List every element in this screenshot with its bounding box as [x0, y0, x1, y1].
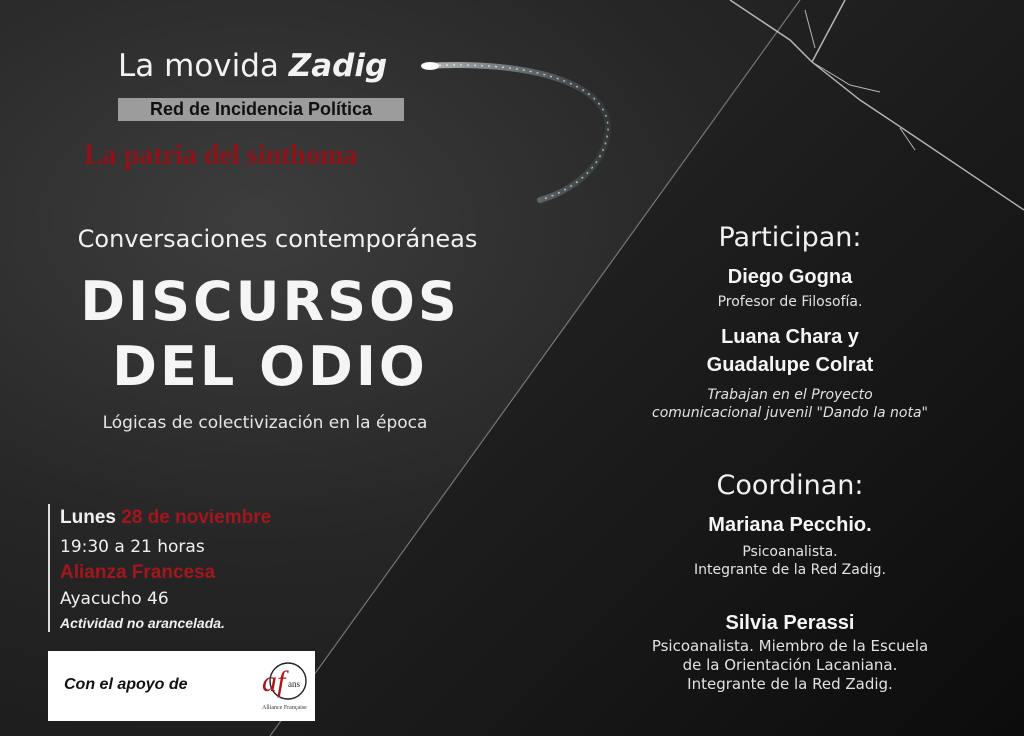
event-hours: 19:30 a 21 horas	[60, 537, 205, 557]
series-title: Conversaciones contemporáneas	[77, 225, 478, 253]
sponsor-label: Con el apoyo de	[64, 676, 188, 693]
svg-text:ans: ans	[288, 679, 300, 689]
brand-title-prefix: La movida	[118, 48, 279, 84]
coordinator-role-line: Integrante de la Red Zadig.	[687, 675, 893, 693]
coordinator-name: Silvia Perassi	[725, 612, 855, 634]
participant-role-line: Trabajan en el Proyecto	[707, 387, 873, 403]
event-subtitle: Lógicas de colectivización en la época	[102, 413, 428, 433]
event-date	[60, 507, 271, 529]
event-date-value: 28 de noviembre	[121, 507, 272, 528]
coordinator-role-line: Integrante de la Red Zadig.	[694, 562, 886, 578]
event-title-line2: DEL ODIO	[112, 335, 428, 398]
svg-text:Alliance Française: Alliance Française	[262, 705, 307, 711]
alliance-francaise-logo	[258, 657, 314, 715]
event-title-line1: DISCURSOS	[80, 270, 460, 333]
coordinator-name: Mariana Pecchio.	[708, 514, 872, 536]
network-banner: Red de Incidencia Política	[118, 98, 404, 121]
event-address: Ayacucho 46	[60, 589, 169, 609]
participant-role	[620, 386, 960, 422]
sponsor-box	[48, 651, 315, 721]
coordinator-role-line: Psicoanalista. Miembro de la Escuela	[651, 637, 929, 655]
comet	[421, 62, 608, 200]
event-note: Actividad no arancelada.	[60, 615, 225, 631]
brand-title	[118, 48, 418, 84]
svg-text:af: af	[262, 665, 286, 698]
coordinator-role-line: de la Orientación Lacaniana.	[682, 656, 898, 674]
event-day: Lunes	[60, 507, 116, 528]
coordinator-role-line: Psicoanalista.	[742, 544, 838, 560]
participants-heading: Participan:	[718, 222, 862, 253]
coordinator-role	[620, 543, 960, 579]
brand-title-name: Zadig	[288, 48, 388, 84]
event-venue: Alianza Francesa	[60, 562, 216, 583]
participant-name: Guadalupe Colrat	[706, 354, 874, 376]
participant-role-line: comunicacional juvenil "Dando la nota"	[652, 405, 928, 421]
coordinators-heading: Coordinan:	[716, 470, 864, 501]
details-divider	[48, 504, 50, 632]
participant-name: Diego Gogna	[727, 266, 853, 288]
participant-name: Luana Chara y	[721, 326, 859, 348]
coordinator-role	[620, 637, 960, 694]
participant-role: Profesor de Filosofía.	[717, 294, 863, 310]
tagline: La patria del sinthoma	[84, 140, 358, 171]
